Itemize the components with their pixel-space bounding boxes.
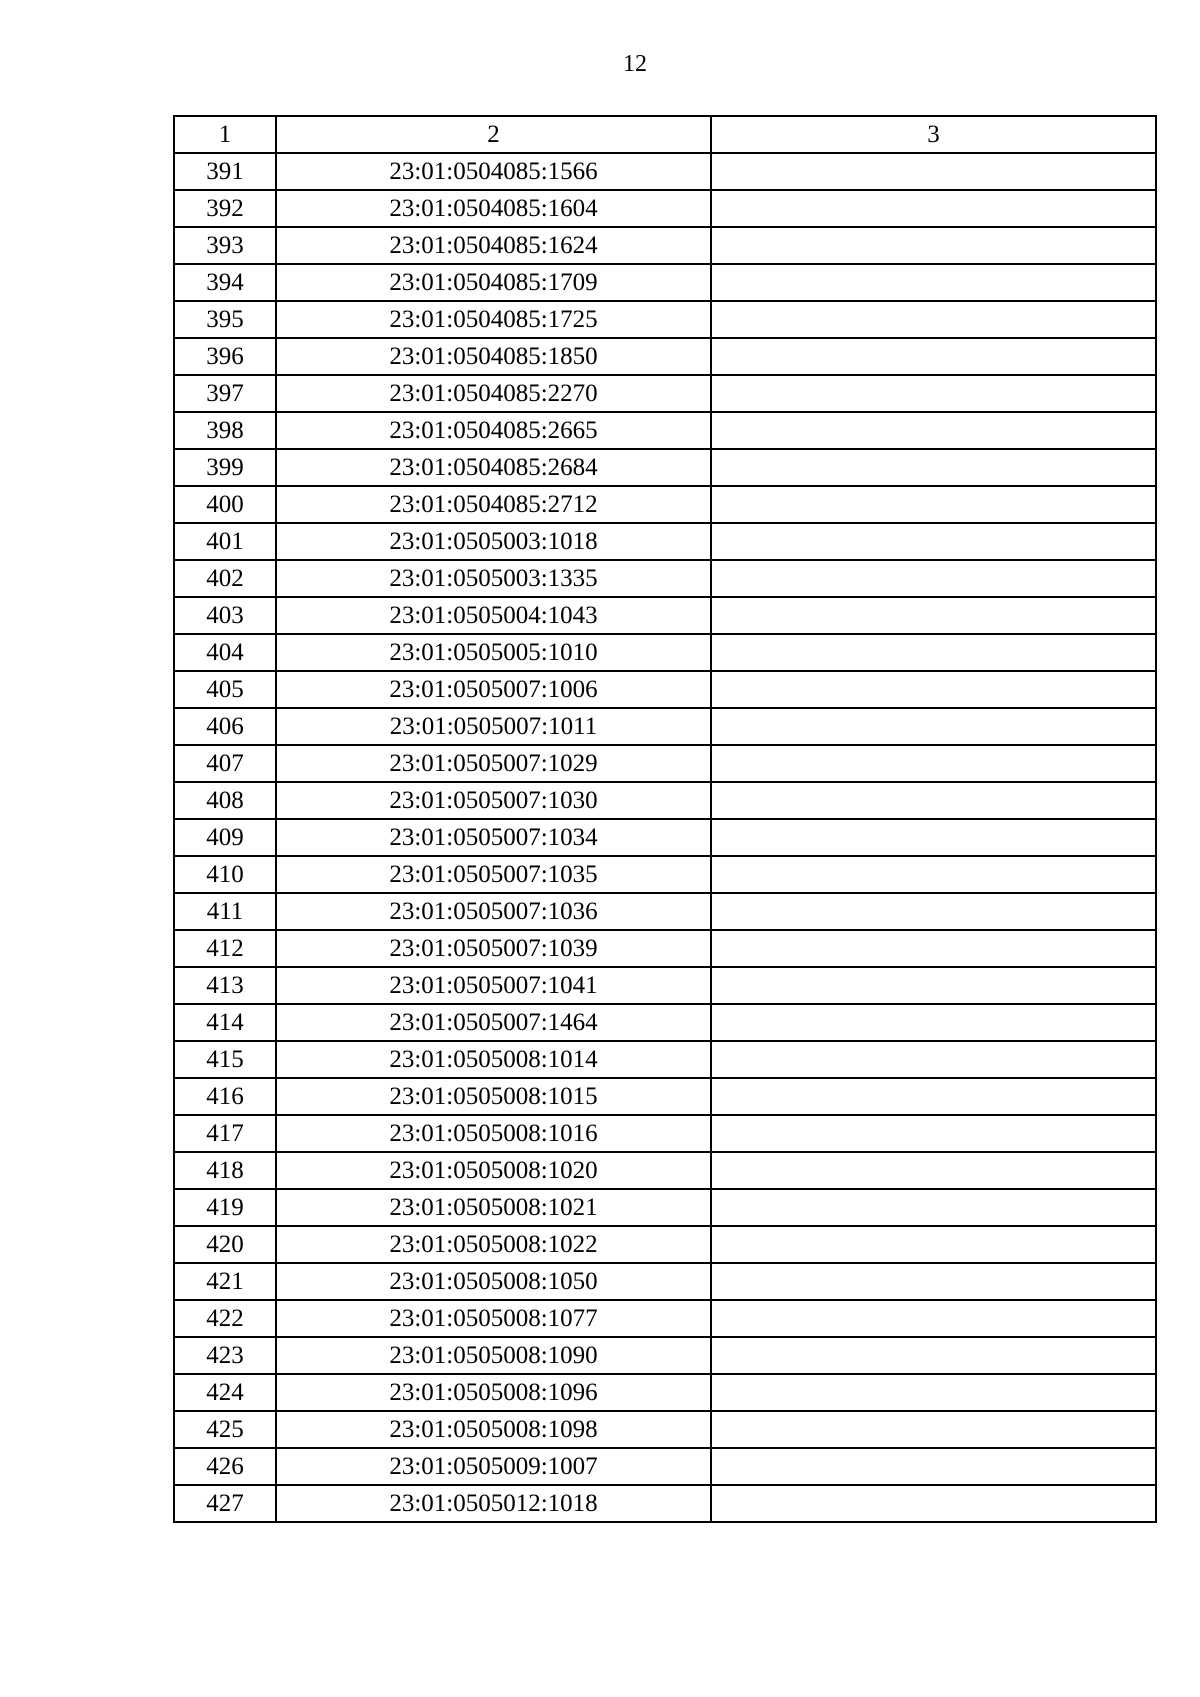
- note-cell: [711, 560, 1156, 597]
- row-number-cell: 415: [174, 1041, 276, 1078]
- note-cell: [711, 671, 1156, 708]
- table-row: [174, 190, 1156, 227]
- table-row: [174, 1374, 1156, 1411]
- table-row: [174, 671, 1156, 708]
- table-row: [174, 1226, 1156, 1263]
- table-row: [174, 856, 1156, 893]
- cadastral-number-cell: 23:01:0505008:1050: [276, 1263, 711, 1300]
- row-number-cell: 427: [174, 1485, 276, 1522]
- row-number-cell: 407: [174, 745, 276, 782]
- note-cell: [711, 449, 1156, 486]
- cadastral-number-cell: 23:01:0505008:1098: [276, 1411, 711, 1448]
- row-number-cell: 399: [174, 449, 276, 486]
- table-row: [174, 1078, 1156, 1115]
- cadastral-number-cell: 23:01:0505007:1029: [276, 745, 711, 782]
- row-number-cell: 421: [174, 1263, 276, 1300]
- cadastral-number-cell: 23:01:0504085:1725: [276, 301, 711, 338]
- row-number-cell: 392: [174, 190, 276, 227]
- table-row: [174, 1189, 1156, 1226]
- row-number-cell: 411: [174, 893, 276, 930]
- cadastral-number-cell: 23:01:0505004:1043: [276, 597, 711, 634]
- table-row: [174, 1411, 1156, 1448]
- table-row: [174, 560, 1156, 597]
- note-cell: [711, 1115, 1156, 1152]
- cadastral-number-cell: 23:01:0504085:2712: [276, 486, 711, 523]
- row-number-cell: 408: [174, 782, 276, 819]
- table-row: [174, 338, 1156, 375]
- row-number-cell: 397: [174, 375, 276, 412]
- table-row: [174, 1004, 1156, 1041]
- cadastral-number-cell: 23:01:0505008:1021: [276, 1189, 711, 1226]
- table-row: [174, 153, 1156, 190]
- row-number-cell: 404: [174, 634, 276, 671]
- cadastral-number-cell: 23:01:0505012:1018: [276, 1485, 711, 1522]
- table-row: [174, 227, 1156, 264]
- table-row: [174, 375, 1156, 412]
- table-row: [174, 745, 1156, 782]
- table-row: [174, 1448, 1156, 1485]
- note-cell: [711, 1226, 1156, 1263]
- cadastral-number-cell: 23:01:0505005:1010: [276, 634, 711, 671]
- note-cell: [711, 856, 1156, 893]
- note-cell: [711, 745, 1156, 782]
- cadastral-number-cell: 23:01:0505008:1022: [276, 1226, 711, 1263]
- note-cell: [711, 412, 1156, 449]
- note-cell: [711, 1485, 1156, 1522]
- note-cell: [711, 264, 1156, 301]
- table-row: [174, 523, 1156, 560]
- note-cell: [711, 523, 1156, 560]
- note-cell: [711, 1263, 1156, 1300]
- header-col-1: 1: [174, 116, 276, 153]
- row-number-cell: 398: [174, 412, 276, 449]
- note-cell: [711, 1411, 1156, 1448]
- table-row: [174, 301, 1156, 338]
- table-row: [174, 893, 1156, 930]
- table-row: [174, 449, 1156, 486]
- note-cell: [711, 634, 1156, 671]
- note-cell: [711, 301, 1156, 338]
- note-cell: [711, 1300, 1156, 1337]
- row-number-cell: 425: [174, 1411, 276, 1448]
- header-col-3: 3: [711, 116, 1156, 153]
- row-number-cell: 396: [174, 338, 276, 375]
- cadastral-number-cell: 23:01:0505008:1014: [276, 1041, 711, 1078]
- table-row: [174, 412, 1156, 449]
- table-row: [174, 1485, 1156, 1522]
- table-row: [174, 708, 1156, 745]
- header-row: [174, 116, 1156, 153]
- header-col-2: 2: [276, 116, 711, 153]
- note-cell: [711, 1078, 1156, 1115]
- table-row: [174, 634, 1156, 671]
- row-number-cell: 414: [174, 1004, 276, 1041]
- table-row: [174, 930, 1156, 967]
- page-number: 12: [623, 51, 647, 77]
- table-body: [174, 153, 1156, 1522]
- table-row: [174, 819, 1156, 856]
- row-number-cell: 403: [174, 597, 276, 634]
- table-row: [174, 1337, 1156, 1374]
- table-row: [174, 264, 1156, 301]
- row-number-cell: 420: [174, 1226, 276, 1263]
- note-cell: [711, 1189, 1156, 1226]
- row-number-cell: 412: [174, 930, 276, 967]
- cadastral-number-cell: 23:01:0505007:1464: [276, 1004, 711, 1041]
- cadastral-number-cell: 23:01:0505008:1015: [276, 1078, 711, 1115]
- note-cell: [711, 1004, 1156, 1041]
- row-number-cell: 417: [174, 1115, 276, 1152]
- cadastral-number-cell: 23:01:0505007:1039: [276, 930, 711, 967]
- cadastral-number-cell: 23:01:0505007:1030: [276, 782, 711, 819]
- table-header: [174, 116, 1156, 153]
- row-number-cell: 422: [174, 1300, 276, 1337]
- table-row: [174, 1115, 1156, 1152]
- cadastral-number-cell: 23:01:0504085:1604: [276, 190, 711, 227]
- cadastral-number-cell: 23:01:0505007:1034: [276, 819, 711, 856]
- cadastral-number-cell: 23:01:0504085:1624: [276, 227, 711, 264]
- row-number-cell: 400: [174, 486, 276, 523]
- note-cell: [711, 782, 1156, 819]
- cadastral-number-cell: 23:01:0505008:1077: [276, 1300, 711, 1337]
- row-number-cell: 393: [174, 227, 276, 264]
- table-row: [174, 597, 1156, 634]
- cadastral-number-cell: 23:01:0504085:1566: [276, 153, 711, 190]
- note-cell: [711, 967, 1156, 1004]
- cadastral-table: [173, 115, 1157, 1523]
- note-cell: [711, 930, 1156, 967]
- note-cell: [711, 893, 1156, 930]
- row-number-cell: 416: [174, 1078, 276, 1115]
- note-cell: [711, 190, 1156, 227]
- row-number-cell: 395: [174, 301, 276, 338]
- cadastral-number-cell: 23:01:0504085:2665: [276, 412, 711, 449]
- table-row: [174, 486, 1156, 523]
- row-number-cell: 413: [174, 967, 276, 1004]
- row-number-cell: 426: [174, 1448, 276, 1485]
- cadastral-number-cell: 23:01:0505007:1011: [276, 708, 711, 745]
- row-number-cell: 423: [174, 1337, 276, 1374]
- note-cell: [711, 227, 1156, 264]
- row-number-cell: 424: [174, 1374, 276, 1411]
- cadastral-number-cell: 23:01:0505003:1018: [276, 523, 711, 560]
- row-number-cell: 409: [174, 819, 276, 856]
- note-cell: [711, 1374, 1156, 1411]
- cadastral-number-cell: 23:01:0505007:1036: [276, 893, 711, 930]
- cadastral-number-cell: 23:01:0505008:1016: [276, 1115, 711, 1152]
- note-cell: [711, 1152, 1156, 1189]
- row-number-cell: 401: [174, 523, 276, 560]
- cadastral-number-cell: 23:01:0505007:1041: [276, 967, 711, 1004]
- note-cell: [711, 708, 1156, 745]
- table-row: [174, 1300, 1156, 1337]
- note-cell: [711, 1337, 1156, 1374]
- note-cell: [711, 597, 1156, 634]
- table-row: [174, 1041, 1156, 1078]
- row-number-cell: 419: [174, 1189, 276, 1226]
- cadastral-number-cell: 23:01:0505009:1007: [276, 1448, 711, 1485]
- row-number-cell: 405: [174, 671, 276, 708]
- note-cell: [711, 375, 1156, 412]
- cadastral-number-cell: 23:01:0504085:1850: [276, 338, 711, 375]
- row-number-cell: 410: [174, 856, 276, 893]
- table-row: [174, 1263, 1156, 1300]
- table-row: [174, 782, 1156, 819]
- row-number-cell: 418: [174, 1152, 276, 1189]
- note-cell: [711, 338, 1156, 375]
- cadastral-number-cell: 23:01:0505007:1006: [276, 671, 711, 708]
- cadastral-number-cell: 23:01:0504085:2684: [276, 449, 711, 486]
- note-cell: [711, 153, 1156, 190]
- row-number-cell: 391: [174, 153, 276, 190]
- cadastral-number-cell: 23:01:0505007:1035: [276, 856, 711, 893]
- note-cell: [711, 1448, 1156, 1485]
- cadastral-number-cell: 23:01:0505003:1335: [276, 560, 711, 597]
- cadastral-number-cell: 23:01:0505008:1096: [276, 1374, 711, 1411]
- table-row: [174, 967, 1156, 1004]
- table-row: [174, 1152, 1156, 1189]
- note-cell: [711, 819, 1156, 856]
- row-number-cell: 402: [174, 560, 276, 597]
- cadastral-number-cell: 23:01:0505008:1020: [276, 1152, 711, 1189]
- cadastral-number-cell: 23:01:0505008:1090: [276, 1337, 711, 1374]
- note-cell: [711, 1041, 1156, 1078]
- note-cell: [711, 486, 1156, 523]
- row-number-cell: 394: [174, 264, 276, 301]
- row-number-cell: 406: [174, 708, 276, 745]
- cadastral-number-cell: 23:01:0504085:1709: [276, 264, 711, 301]
- cadastral-number-cell: 23:01:0504085:2270: [276, 375, 711, 412]
